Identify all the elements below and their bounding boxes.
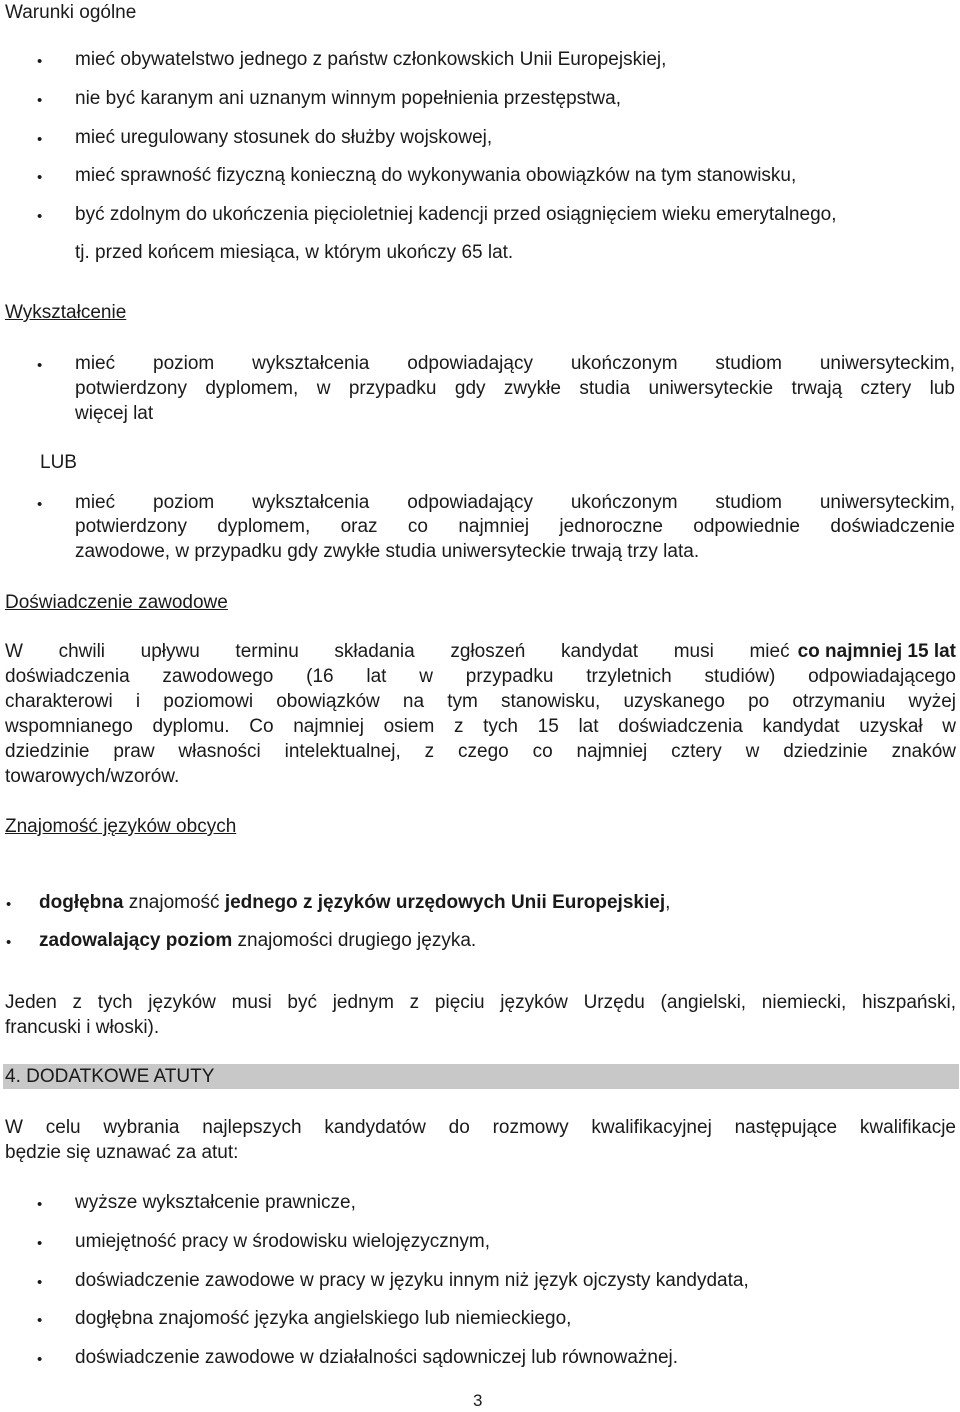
bullet: • xyxy=(37,131,43,148)
text-span: W chwili upływu terminu składania zgłoszeń kandydat musi mieć xyxy=(5,641,790,662)
list-item: doświadczenie zawodowe w pracy w języku innym niż język ojczysty kandydata, xyxy=(75,1270,749,1291)
bullet: • xyxy=(37,1235,43,1252)
or-label: LUB xyxy=(40,452,77,473)
text-line xyxy=(5,641,956,663)
text-line: potwierdzony dyplomem, w przypadku gdy zwykłe studia uniwersyteckie trwają cztery lub xyxy=(75,378,955,399)
page-number: 3 xyxy=(473,1391,483,1410)
bullet: • xyxy=(6,934,12,951)
text-line: mieć poziom wykształcenia odpowiadający ukończonym studiom uniwersyteckim, xyxy=(75,353,955,374)
section-title-experience: Doświadczenie zawodowe xyxy=(5,592,228,613)
text-span: , xyxy=(665,892,671,913)
emphasis-text: dogłębna xyxy=(39,892,124,913)
list-item-continuation: tj. przed końcem miesiąca, w którym ukończy 65 lat. xyxy=(75,242,514,263)
bullet: • xyxy=(37,169,43,186)
text-span: znajomości drugiego języka. xyxy=(232,930,477,951)
list-item: dogłębna znajomość języka angielskiego lub niemieckiego, xyxy=(75,1308,572,1329)
text-span: znajomość xyxy=(123,892,225,913)
bullet: • xyxy=(6,896,12,913)
section-title-general: Warunki ogólne xyxy=(5,2,137,23)
list-item: mieć uregulowany stosunek do służby wojskowej, xyxy=(75,127,493,148)
text-line: będzie się uznawać za atut: xyxy=(5,1142,239,1163)
bullet: • xyxy=(37,496,43,513)
text-line: mieć poziom wykształcenia odpowiadający ukończonym studiom uniwersyteckim, xyxy=(75,492,955,513)
text-line: zawodowe, w przypadku gdy zwykłe studia uniwersyteckie trwają trzy lata. xyxy=(75,541,700,562)
bullet: • xyxy=(37,53,43,70)
bullet: • xyxy=(37,1196,43,1213)
text-line: wspomnianego dyplomu. Co najmniej osiem z tych 15 lat doświadczenia kandydat uzyskał w xyxy=(5,716,956,737)
text-line: charakterowi i poziomowi obowiązków na tym stanowisku, uzyskanego po otrzymaniu wyżej xyxy=(5,691,956,712)
text-line: dziedzinie praw własności intelektualnej, z czego co najmniej cztery w dziedzinie znaków xyxy=(5,741,956,762)
bullet: • xyxy=(37,1351,43,1368)
list-item xyxy=(39,930,476,952)
text-line: W celu wybrania najlepszych kandydatów do rozmowy kwalifikacyjnej następujące kwalifikacje xyxy=(5,1117,956,1138)
text-line: Jeden z tych języków musi być jednym z pięciu języków Urzędu (angielski, niemiecki, hiszpański, xyxy=(5,992,956,1013)
bullet: • xyxy=(37,1274,43,1291)
text-line: francuski i włoski). xyxy=(5,1017,160,1038)
text-line: więcej lat xyxy=(75,403,154,424)
list-item: mieć sprawność fizyczną konieczną do wykonywania obowiązków na tym stanowisku, xyxy=(75,165,797,186)
emphasis-text: zadowalający poziom xyxy=(39,930,233,951)
list-item: być zdolnym do ukończenia pięcioletniej kadencji przed osiągnięciem wieku emerytalnego, xyxy=(75,204,837,225)
bullet: • xyxy=(37,357,43,374)
emphasis-text: jednego z języków urzędowych Unii Europejskiej xyxy=(224,892,666,913)
list-item: umiejętność pracy w środowisku wielojęzycznym, xyxy=(75,1231,490,1252)
bullet: • xyxy=(37,1312,43,1329)
bullet: • xyxy=(37,208,43,225)
list-item: wyższe wykształcenie prawnicze, xyxy=(75,1192,356,1213)
list-item: doświadczenie zawodowe w działalności sądowniczej lub równoważnej. xyxy=(75,1347,679,1368)
section-title-languages: Znajomość języków obcych xyxy=(5,816,237,837)
text-line: towarowych/wzorów. xyxy=(5,766,180,787)
list-item: nie być karanym ani uznanym winnym popełnienia przestępstwa, xyxy=(75,88,621,109)
text-line: potwierdzony dyplomem, oraz co najmniej jednoroczne odpowiednie doświadczenie xyxy=(75,516,955,537)
section-title-additional: 4. DODATKOWE ATUTY xyxy=(5,1066,215,1087)
list-item: mieć obywatelstwo jednego z państw członkowskich Unii Europejskiej, xyxy=(75,49,667,70)
text-line: doświadczenia zawodowego (16 lat w przypadku trzyletnich studiów) odpowiadającego xyxy=(5,666,956,687)
list-item xyxy=(39,892,670,914)
emphasis-text: co najmniej 15 lat xyxy=(797,641,956,662)
section-title-education: Wykształcenie xyxy=(5,302,127,323)
bullet: • xyxy=(37,92,43,109)
